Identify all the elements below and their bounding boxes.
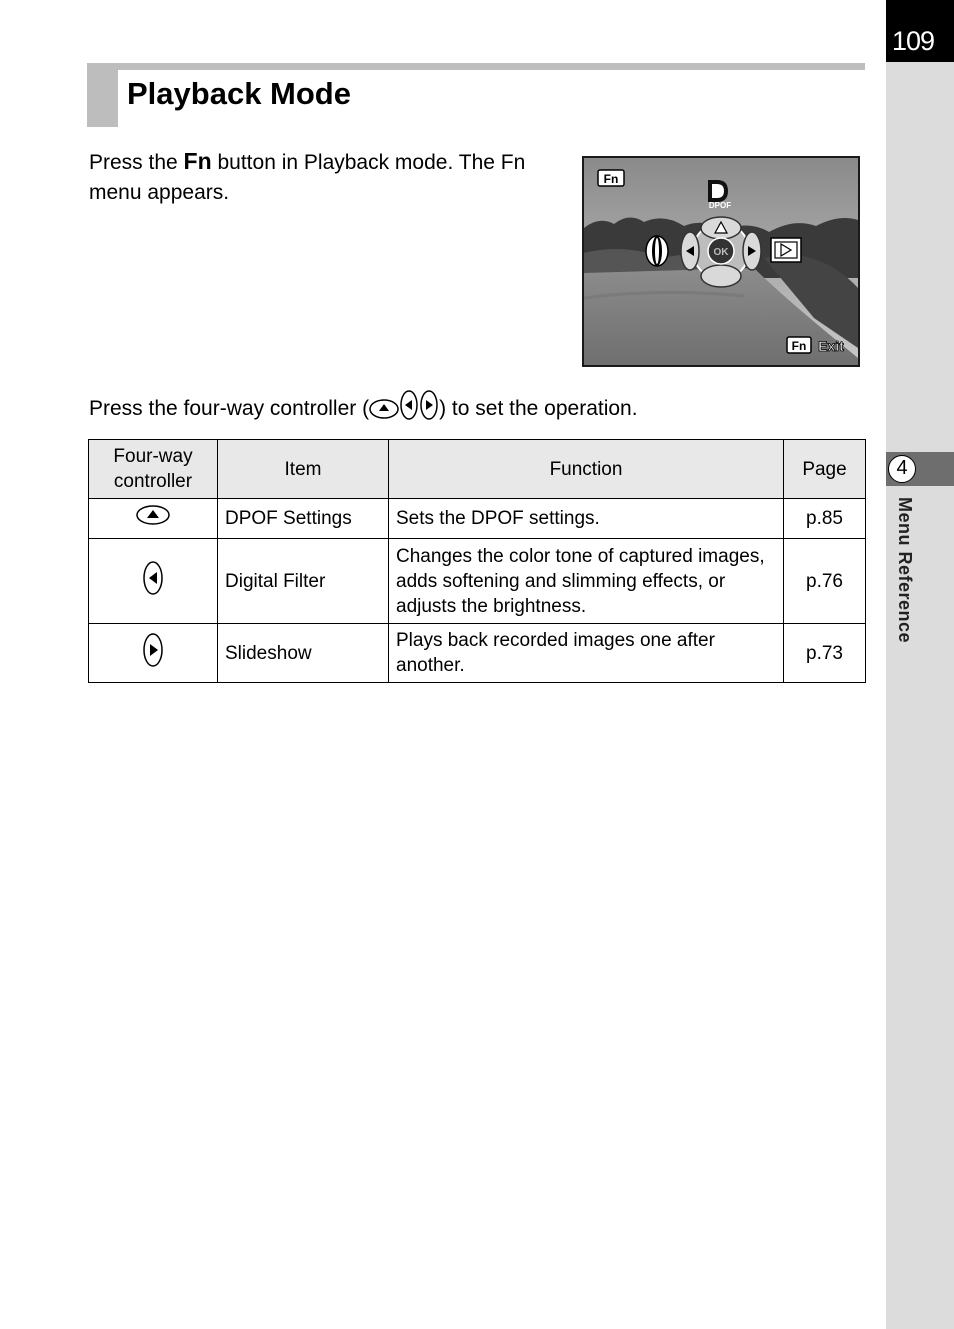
row-function: Changes the color tone of captured images, adds softening and slimming effects, or adjusts the brightness.	[389, 539, 784, 624]
screen-fn-badge: Fn	[603, 172, 619, 186]
title-bar-block	[87, 63, 118, 127]
chapter-label: Menu Reference	[895, 497, 915, 644]
intro-text-before: Press the	[89, 151, 184, 174]
row-page-link[interactable]: p.85	[784, 499, 866, 539]
row-page-link[interactable]: p.76	[784, 539, 866, 624]
four-way-right-icon	[142, 632, 164, 668]
step-instruction	[89, 390, 638, 421]
step-text-before: Press the four-way controller (	[89, 397, 370, 420]
intro-paragraph	[89, 146, 559, 208]
screen-exit-fn: Fn	[791, 339, 807, 353]
side-tab-strip	[886, 0, 954, 1329]
step-text-after: ) to set the operation.	[439, 397, 638, 420]
header-four-way: Four-way controller	[89, 440, 218, 499]
function-table	[88, 439, 866, 683]
fn-button-label: Fn	[183, 148, 212, 174]
screen-ok-label: OK	[713, 247, 729, 258]
four-way-up-icon	[135, 503, 171, 527]
table-row	[89, 499, 866, 539]
four-way-up-icon	[369, 398, 399, 420]
row-item: Digital Filter	[218, 539, 389, 624]
four-way-right-icon	[419, 390, 439, 420]
row-function: Plays back recorded images one after another.	[389, 624, 784, 683]
row-icon-cell	[89, 499, 218, 539]
header-item: Item	[218, 440, 389, 499]
row-page-link[interactable]: p.73	[784, 624, 866, 683]
table-header-row	[89, 440, 866, 499]
row-item: DPOF Settings	[218, 499, 389, 539]
row-icon-cell	[89, 539, 218, 624]
header-function: Function	[389, 440, 784, 499]
table-row	[89, 539, 866, 624]
row-function: Sets the DPOF settings.	[389, 499, 784, 539]
screen-exit-label: Exit	[818, 338, 844, 354]
screen-dpof-label: DPOF	[708, 201, 732, 210]
four-way-left-icon	[399, 390, 419, 420]
page-number: 109	[892, 26, 935, 56]
table-row	[89, 624, 866, 683]
camera-screen-image	[582, 156, 860, 367]
intro-text-after: button in Playback mode. The Fn menu appears.	[89, 151, 526, 204]
header-page: Page	[784, 440, 866, 499]
chapter-number: 4	[888, 455, 916, 483]
row-item: Slideshow	[218, 624, 389, 683]
title-bar-line	[87, 63, 865, 70]
page-title: Playback Mode	[127, 76, 351, 111]
row-icon-cell	[89, 624, 218, 683]
four-way-left-icon	[142, 560, 164, 596]
